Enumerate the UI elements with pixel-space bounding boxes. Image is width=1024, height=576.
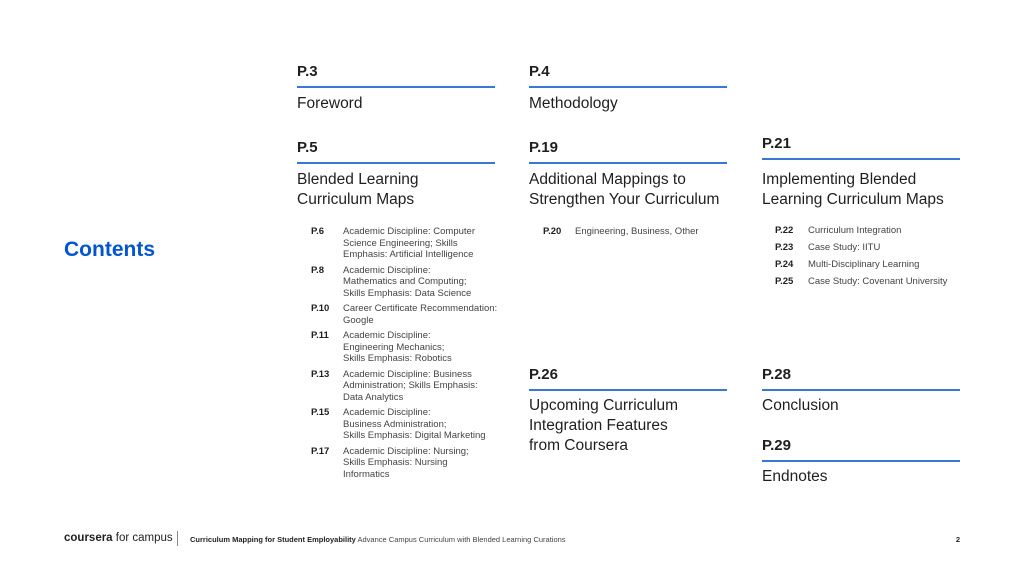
toc-section-title — [529, 170, 727, 210]
toc-subitem[interactable] — [775, 225, 965, 237]
toc-section-title: Methodology — [529, 95, 618, 112]
subitem-line: Skills Emphasis: Digital Marketing — [343, 430, 486, 441]
subitem-text: Curriculum Integration — [808, 225, 902, 236]
toc-section-title — [529, 396, 727, 456]
subitem-line: Academic Discipline: Nursing; — [343, 445, 469, 457]
subitem-page: P.24 — [775, 259, 794, 270]
subitem-text: Engineering, Business, Other — [575, 226, 699, 237]
subitem-line: Emphasis: Artificial Intelligence — [343, 249, 474, 260]
subitem-page: P.11 — [311, 330, 329, 341]
title-line: Integration Features — [529, 417, 668, 434]
toc-page-number: P.21 — [762, 134, 960, 160]
subitem-text: Multi-Disciplinary Learning — [808, 259, 920, 270]
subitem-text — [343, 330, 452, 365]
toc-section-title: Endnotes — [762, 468, 828, 485]
subitem-text: Case Study: Covenant University — [808, 276, 948, 287]
subitem-line: Administration; Skills Emphasis: — [343, 380, 478, 391]
subitem-page: P.13 — [311, 368, 330, 380]
toc-section-additional-mappings[interactable] — [529, 138, 727, 210]
title-line: Learning Curriculum Maps — [762, 191, 944, 208]
toc-page-number: P.26 — [529, 365, 727, 391]
subitem-line: Skills Emphasis: Robotics — [343, 353, 452, 364]
title-line: Implementing Blended — [762, 171, 917, 188]
toc-page-number: P.4 — [529, 62, 727, 88]
subitem-page: P.22 — [775, 225, 794, 236]
toc-section-conclusion[interactable] — [762, 365, 960, 416]
title-line: Blended Learning — [297, 171, 419, 188]
subitem-text — [343, 303, 497, 326]
toc-page-number: P.28 — [762, 365, 960, 391]
logo-wordmark: coursera — [64, 532, 113, 544]
subitem-page: P.17 — [311, 445, 330, 457]
title-line: Additional Mappings to — [529, 171, 686, 188]
toc-section-methodology[interactable] — [529, 62, 727, 114]
subitem-text — [343, 265, 471, 300]
doc-subtitle: Advance Campus Curriculum with Blended Learning Curations — [355, 535, 566, 544]
subitem-page: P.23 — [775, 242, 794, 253]
toc-page-number: P.5 — [297, 138, 495, 164]
subitem-line: Data Analytics — [343, 391, 404, 403]
subitem-line: Academic Discipline: Business — [343, 368, 472, 380]
title-line: from Coursera — [529, 437, 629, 454]
subitem-page: P.15 — [311, 407, 330, 418]
subitem-text — [343, 446, 469, 481]
toc-subitem[interactable] — [775, 242, 965, 254]
subitem-text — [343, 407, 486, 442]
subitem-line: Academic Discipline: — [343, 264, 431, 276]
toc-section-title: Conclusion — [762, 397, 839, 414]
toc-subitem[interactable] — [311, 369, 507, 404]
toc-section-endnotes[interactable] — [762, 436, 960, 487]
subitem-line: Skills Emphasis: Data Science — [343, 287, 472, 299]
toc-page-number: P.29 — [762, 436, 960, 462]
subitem-page: P.8 — [311, 264, 325, 276]
toc-page-number: P.19 — [529, 138, 727, 164]
toc-subitem[interactable] — [311, 226, 507, 261]
subitem-line: Academic Discipline: — [343, 330, 431, 341]
toc-subitem[interactable] — [543, 226, 733, 238]
subitem-line: Science Engineering; Skills — [343, 237, 458, 249]
title-line: Upcoming Curriculum — [529, 397, 679, 414]
toc-subitem[interactable] — [311, 330, 507, 365]
contents-heading: Contents — [64, 238, 155, 261]
subitem-line: Career Certificate Recommendation: — [343, 303, 498, 314]
subitem-text — [343, 369, 478, 404]
subitem-line: Academic Discipline: Computer — [343, 226, 475, 237]
logo-suffix: for campus — [112, 532, 173, 544]
subitem-line: Engineering Mechanics; — [343, 341, 445, 353]
footer-document-title — [190, 535, 566, 544]
subitem-text: Case Study: IITU — [808, 242, 881, 253]
additional-sublist — [543, 226, 733, 238]
subitem-line: Skills Emphasis: Nursing — [343, 457, 448, 468]
toc-subitem[interactable] — [775, 276, 965, 288]
toc-section-title: Foreword — [297, 95, 363, 112]
subitem-page: P.20 — [543, 226, 562, 237]
subitem-page: P.25 — [775, 276, 794, 287]
footer-divider — [177, 531, 178, 546]
subitem-text — [343, 226, 475, 261]
subitem-line: Academic Discipline: — [343, 407, 431, 418]
toc-section-upcoming[interactable] — [529, 365, 727, 456]
blended-sublist — [311, 226, 507, 480]
title-line: Strengthen Your Curriculum — [529, 191, 720, 208]
toc-section-foreword[interactable] — [297, 62, 495, 114]
implementing-sublist — [775, 225, 965, 288]
subitem-page: P.10 — [311, 303, 330, 314]
toc-subitem[interactable] — [775, 259, 965, 271]
toc-subitem[interactable] — [311, 265, 507, 300]
toc-subitem[interactable] — [311, 303, 507, 326]
subitem-page: P.6 — [311, 226, 325, 237]
toc-subitem[interactable] — [311, 407, 507, 442]
subitem-line: Informatics — [343, 468, 390, 480]
title-line: Curriculum Maps — [297, 191, 415, 208]
coursera-for-campus-logo — [64, 532, 173, 544]
doc-title: Curriculum Mapping for Student Employability — [190, 535, 356, 544]
subitem-line: Google — [343, 314, 374, 326]
toc-section-implementing[interactable] — [762, 134, 960, 210]
toc-page-number: P.3 — [297, 62, 495, 88]
toc-subitem[interactable] — [311, 446, 507, 481]
toc-section-title — [762, 170, 960, 210]
toc-section-title — [297, 170, 495, 210]
subitem-line: Business Administration; — [343, 418, 447, 430]
page-number: 2 — [955, 535, 960, 544]
toc-section-blended-learning[interactable] — [297, 138, 495, 210]
subitem-line: Mathematics and Computing; — [343, 276, 467, 287]
